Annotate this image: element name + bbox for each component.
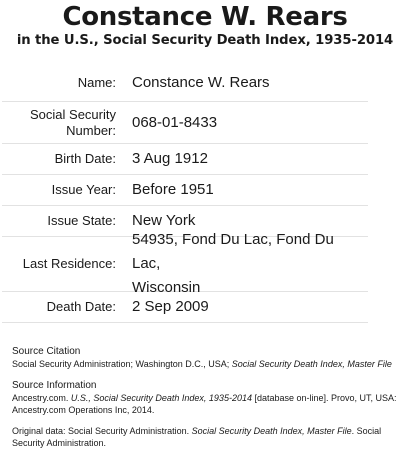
issue-year-value: Before 1951 [132,181,214,198]
record-table [2,65,368,323]
source-info-part2: U.S., Social Security Death Index, 1935-2014 [70,393,252,403]
last-residence-value [132,231,368,296]
original-data-part3: . Social Security Administration. [12,426,382,448]
source-citation-plain: Social Security Administration; Washington D.C., USA; [12,359,232,369]
name-value: Constance W. Rears [132,74,270,91]
ssn-value: 068-01-8433 [132,113,218,131]
record-row-ssn [2,102,368,144]
record-row-issue-year [2,175,368,206]
page-title: Constance W. Rears [62,2,348,32]
issue-year-label: Issue Year: [51,182,116,197]
source-info-part3: [database on-line]. Provo, UT, USA: Ancestry.com Operations Inc, 2014. [12,393,397,415]
page-header [0,0,410,50]
record-row-death-date [2,292,368,323]
source-info-part1: Ancestry.com. [12,393,71,403]
source-information-text [12,392,404,416]
last-residence-line1: 54935, Fond Du Lac, Fond Du Lac, [132,231,334,272]
record-row-name [2,65,368,102]
last-residence-line2: Wisconsin [132,279,201,296]
sources-section [12,345,404,449]
last-residence-label: Last Residence: [22,256,116,271]
original-data-text [12,425,404,449]
death-date-label: Death Date: [46,299,116,314]
source-citation-text [12,358,404,370]
ssn-label [2,102,132,143]
issue-state-value: New York [132,212,196,229]
original-data-part1: Original data: Social Security Administration. [12,426,192,436]
birth-date-value: 3 Aug 1912 [132,150,208,167]
source-information-heading: Source Information [12,380,97,391]
original-data-part2: Social Security Death Index, Master File [191,426,352,436]
issue-state-label: Issue State: [47,213,116,228]
page-subtitle: in the U.S., Social Security Death Index, 1935-2014 [16,33,394,48]
record-row-birth-date [2,144,368,175]
ssn-label-line2: Number: [66,122,116,138]
source-citation-heading: Source Citation [12,346,81,357]
record-row-last-residence [2,231,368,296]
name-label: Name: [77,75,116,90]
birth-date-label: Birth Date: [54,151,116,166]
source-citation-italic: Social Security Death Index, Master File [231,359,392,369]
ssn-label-line1: Social Security [30,106,116,122]
death-date-value: 2 Sep 2009 [132,298,209,315]
